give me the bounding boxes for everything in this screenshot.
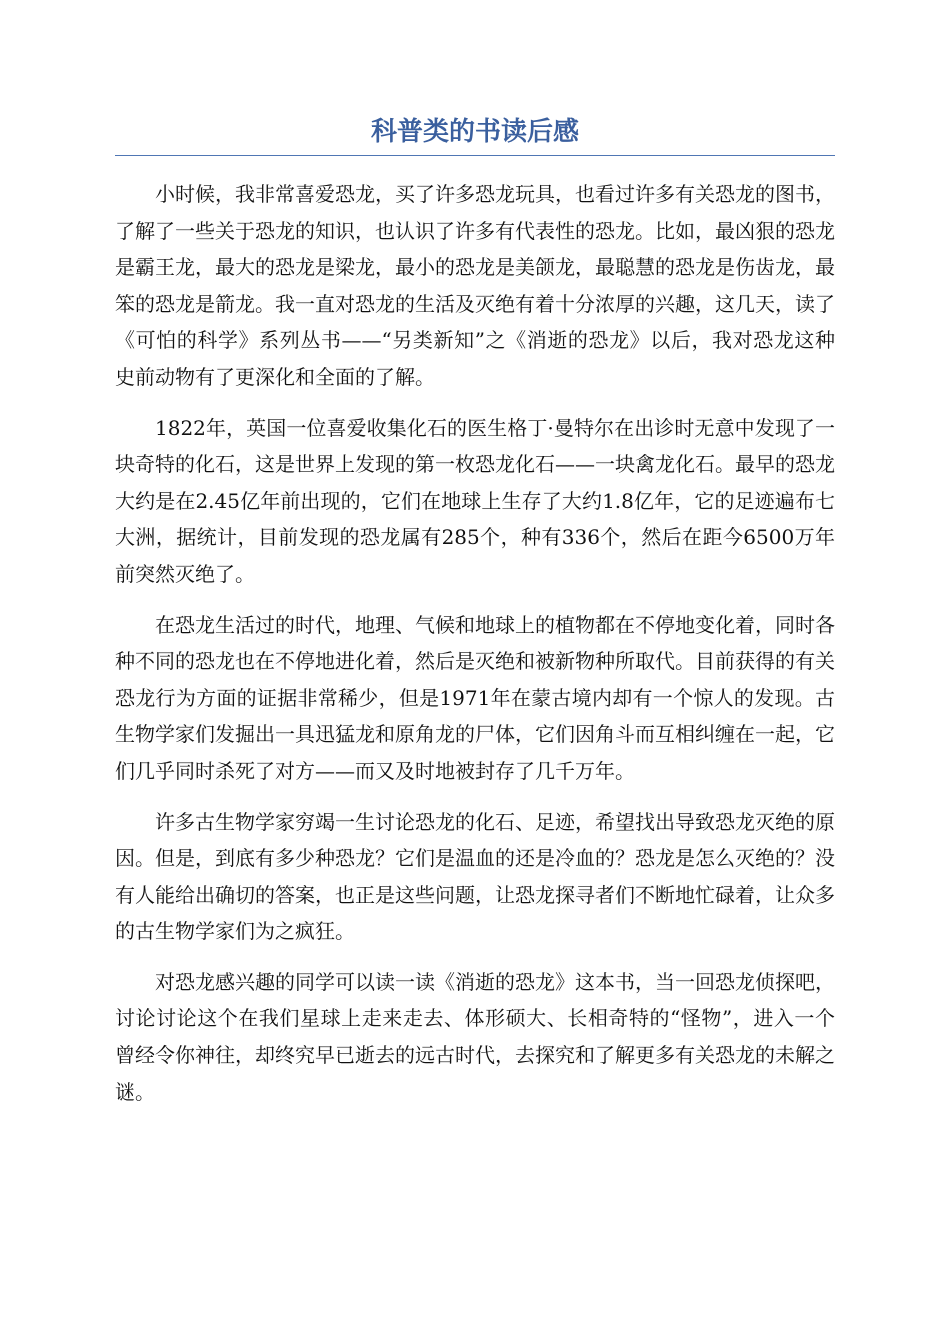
document-body [115,176,835,1124]
paragraph-2: 1822年，英国一位喜爱收集化石的医生格丁·曼特尔在出诊时无意中发现了一块奇特的化石，这是世界上发现的第一枚恐龙化石——一块禽龙化石。最早的恐龙大约是在2.45亿年前出现的，它们在地球上生存了大约1.8亿年，它的足迹遍布七大洲，据统计，目前发现的恐龙属有285个，种有336个，然后在距今6500万年前突然灭绝了。 [115,415,835,586]
title-divider [115,155,835,156]
paragraph-1: 小时候，我非常喜爱恐龙，买了许多恐龙玩具，也看过许多有关恐龙的图书，了解了一些关于恐龙的知识，也认识了许多有代表性的恐龙。比如，最凶狠的恐龙是霸王龙，最大的恐龙是梁龙，最小的恐龙是美颌龙，最聪慧的恐龙是伤齿龙，最笨的恐龙是箭龙。我一直对恐龙的生活及灭绝有着十分浓厚的兴趣，这几天，读了《可怕的科学》系列丛书——“另类新知”之《消逝的恐龙》以后，我对恐龙这种史前动物有了更深化和全面的了解。 [115,182,835,389]
page-title: 科普类的书读后感 [370,117,579,147]
paragraph-5: 对恐龙感兴趣的同学可以读一读《消逝的恐龙》这本书，当一回恐龙侦探吧，讨论讨论这个在我们星球上走来走去、体形硕大、长相奇特的“怪物”，进入一个曾经令你神往，却终究早已逝去的远古时代，去探究和了解更多有关恐龙的未解之谜。 [115,969,835,1104]
paragraph-4: 许多古生物学家穷竭一生讨论恐龙的化石、足迹，希望找出导致恐龙灭绝的原因。但是，到底有多少种恐龙？它们是温血的还是冷血的？恐龙是怎么灭绝的？没有人能给出确切的答案，也正是这些问题，让恐龙探寻者们不断地忙碌着，让众多的古生物学家们为之疯狂。 [115,809,835,944]
paragraph-3: 在恐龙生活过的时代，地理、气候和地球上的植物都在不停地变化着，同时各种不同的恐龙也在不停地进化着，然后是灭绝和被新物种所取代。目前获得的有关恐龙行为方面的证据非常稀少，但是1971年在蒙古境内却有一个惊人的发现。古生物学家们发掘出一具迅猛龙和原角龙的尸体，它们因角斗而互相纠缠在一起，它们几乎同时杀死了对方——而又及时地被封存了几千万年。 [115,612,835,783]
